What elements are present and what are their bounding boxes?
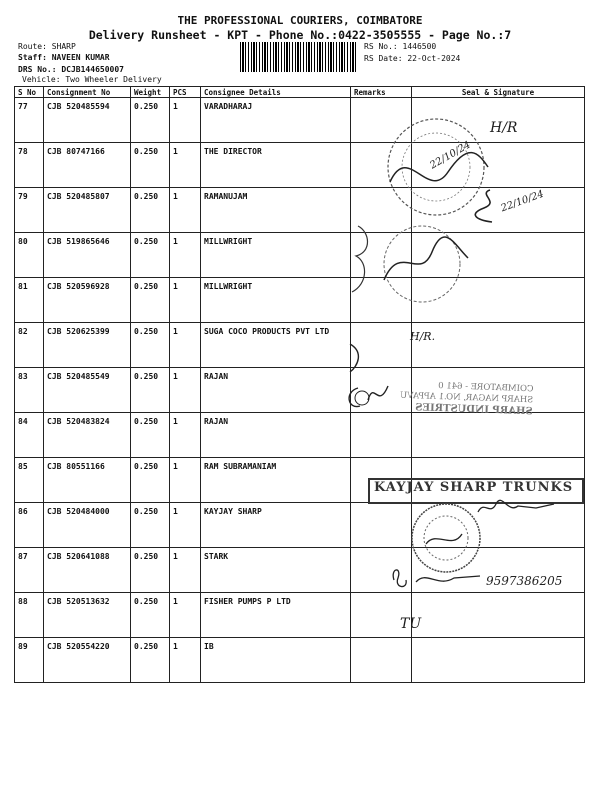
- cell-seal: [412, 413, 585, 458]
- handwritten-hr-1: H/R: [490, 120, 518, 136]
- mirror-line-1: SHARP INDUSTRIES: [415, 402, 533, 418]
- cell-remarks: [351, 503, 412, 548]
- kayjay-sharp-stamp: KAYJAY SHARP TRUNKS: [368, 478, 584, 504]
- cell-consignee: FISHER PUMPS P LTD: [201, 593, 351, 638]
- col-header-consignment: Consignment No: [44, 87, 131, 98]
- col-header-remarks: Remarks: [351, 87, 412, 98]
- cell-sno: 79: [15, 188, 44, 233]
- cell-consignment: CJB 520485807: [44, 188, 131, 233]
- cell-weight: 0.250: [131, 413, 170, 458]
- cell-sno: 84: [15, 413, 44, 458]
- cell-consignee: RAM SUBRAMANIAM: [201, 458, 351, 503]
- cell-consignee: RAMANUJAM: [201, 188, 351, 233]
- cell-pcs: 1: [170, 458, 201, 503]
- cell-seal: [412, 593, 585, 638]
- cell-consignee: SUGA COCO PRODUCTS PVT LTD: [201, 323, 351, 368]
- cell-sno: 82: [15, 323, 44, 368]
- cell-seal: [412, 188, 585, 233]
- cell-consignee: KAYJAY SHARP: [201, 503, 351, 548]
- barcode-image: [240, 42, 358, 72]
- cell-remarks: [351, 188, 412, 233]
- cell-weight: 0.250: [131, 278, 170, 323]
- cell-consignee: RAJAN: [201, 413, 351, 458]
- table-row: [15, 278, 585, 323]
- cell-remarks: [351, 278, 412, 323]
- cell-consignment: CJB 520485594: [44, 98, 131, 143]
- cell-consignee: VARADHARAJ: [201, 98, 351, 143]
- col-header-pcs: PCS: [170, 87, 201, 98]
- cell-consignee: MILLWRIGHT: [201, 278, 351, 323]
- cell-pcs: 1: [170, 593, 201, 638]
- cell-consignee: THE DIRECTOR: [201, 143, 351, 188]
- handwritten-tu: TU: [400, 616, 422, 632]
- cell-sno: 81: [15, 278, 44, 323]
- cell-pcs: 1: [170, 503, 201, 548]
- cell-consignment: CJB 520513632: [44, 593, 131, 638]
- cell-seal: [412, 143, 585, 188]
- cell-weight: 0.250: [131, 638, 170, 683]
- cell-sno: 80: [15, 233, 44, 278]
- cell-consignment: CJB 520484000: [44, 503, 131, 548]
- col-header-sno: S No: [15, 87, 44, 98]
- cell-remarks: [351, 413, 412, 458]
- cell-remarks: [351, 548, 412, 593]
- cell-weight: 0.250: [131, 368, 170, 413]
- cell-consignee: IB: [201, 638, 351, 683]
- cell-seal: [412, 503, 585, 548]
- cell-remarks: [351, 233, 412, 278]
- cell-consignment: CJB 520483824: [44, 413, 131, 458]
- handwritten-date-2: 22/10/24: [499, 188, 546, 215]
- cell-pcs: 1: [170, 278, 201, 323]
- cell-sno: 87: [15, 548, 44, 593]
- handwritten-phone-number: 9597386205: [486, 574, 563, 588]
- cell-remarks: [351, 593, 412, 638]
- table-row: [15, 188, 585, 233]
- mirror-line-2: SHARP NAGAR, NO.1 APPAVU: [399, 390, 534, 406]
- cell-sno: 88: [15, 593, 44, 638]
- drs-number: DRS No.: DCJB144650007: [18, 65, 124, 74]
- cell-consignment: CJB 520641088: [44, 548, 131, 593]
- cell-remarks: [351, 143, 412, 188]
- cell-consignment: CJB 520554220: [44, 638, 131, 683]
- cell-seal: [412, 638, 585, 683]
- cell-sno: 78: [15, 143, 44, 188]
- cell-weight: 0.250: [131, 98, 170, 143]
- cell-sno: 77: [15, 98, 44, 143]
- table-row: [15, 413, 585, 458]
- cell-consignment: CJB 519865646: [44, 233, 131, 278]
- cell-consignee: RAJAN: [201, 368, 351, 413]
- table-row: [15, 143, 585, 188]
- cell-consignee: MILLWRIGHT: [201, 233, 351, 278]
- cell-consignee: STARK: [201, 548, 351, 593]
- rs-number: RS No.: 1446500: [364, 42, 437, 51]
- rs-date: RS Date: 22-Oct-2024: [364, 54, 461, 63]
- col-header-seal: Seal & Signature: [412, 87, 585, 98]
- cell-sno: 86: [15, 503, 44, 548]
- staff-label: Staff: NAVEEN KUMAR: [18, 53, 110, 62]
- cell-consignment: CJB 520596928: [44, 278, 131, 323]
- vehicle-label: Vehicle: Two Wheeler Delivery: [22, 75, 162, 84]
- cell-remarks: [351, 638, 412, 683]
- cell-consignment: CJB 80551166: [44, 458, 131, 503]
- cell-weight: 0.250: [131, 503, 170, 548]
- cell-weight: 0.250: [131, 143, 170, 188]
- cell-weight: 0.250: [131, 233, 170, 278]
- cell-weight: 0.250: [131, 188, 170, 233]
- cell-pcs: 1: [170, 548, 201, 593]
- runsheet-title: Delivery Runsheet - KPT - Phone No.:0422-3505555 - Page No.:7: [88, 28, 512, 42]
- cell-weight: 0.250: [131, 323, 170, 368]
- cell-sno: 89: [15, 638, 44, 683]
- cell-sno: 85: [15, 458, 44, 503]
- cell-pcs: 1: [170, 413, 201, 458]
- mirror-line-3: COIMBATORE - 641 0: [437, 381, 534, 395]
- cell-pcs: 1: [170, 368, 201, 413]
- cell-pcs: 1: [170, 143, 201, 188]
- cell-consignment: CJB 520485549: [44, 368, 131, 413]
- cell-sno: 83: [15, 368, 44, 413]
- cell-weight: 0.250: [131, 548, 170, 593]
- cell-remarks: [351, 98, 412, 143]
- table-row: [15, 593, 585, 638]
- cell-consignment: CJB 80747166: [44, 143, 131, 188]
- cell-remarks: [351, 323, 412, 368]
- table-row: [15, 638, 585, 683]
- handwritten-hr-2: H/R.: [410, 330, 436, 343]
- mirrored-sharp-stamp: [399, 380, 533, 418]
- route-label: Route: SHARP: [18, 42, 76, 51]
- col-header-weight: Weight: [131, 87, 170, 98]
- cell-pcs: 1: [170, 638, 201, 683]
- company-title: THE PROFESSIONAL COURIERS, COIMBATORE: [177, 14, 423, 27]
- table-row: [15, 323, 585, 368]
- cell-pcs: 1: [170, 323, 201, 368]
- table-header-row: [15, 87, 585, 98]
- table-row: [15, 98, 585, 143]
- cell-seal: [412, 98, 585, 143]
- cell-pcs: 1: [170, 233, 201, 278]
- cell-weight: 0.250: [131, 458, 170, 503]
- cell-weight: 0.250: [131, 593, 170, 638]
- cell-seal: [412, 233, 585, 278]
- cell-seal: [412, 278, 585, 323]
- handwritten-date-1: 22/10/24: [428, 139, 473, 172]
- cell-seal: [412, 323, 585, 368]
- table-row: [15, 233, 585, 278]
- cell-pcs: 1: [170, 188, 201, 233]
- table-row: [15, 503, 585, 548]
- col-header-consignee: Consignee Details: [201, 87, 351, 98]
- cell-pcs: 1: [170, 98, 201, 143]
- cell-consignment: CJB 520625399: [44, 323, 131, 368]
